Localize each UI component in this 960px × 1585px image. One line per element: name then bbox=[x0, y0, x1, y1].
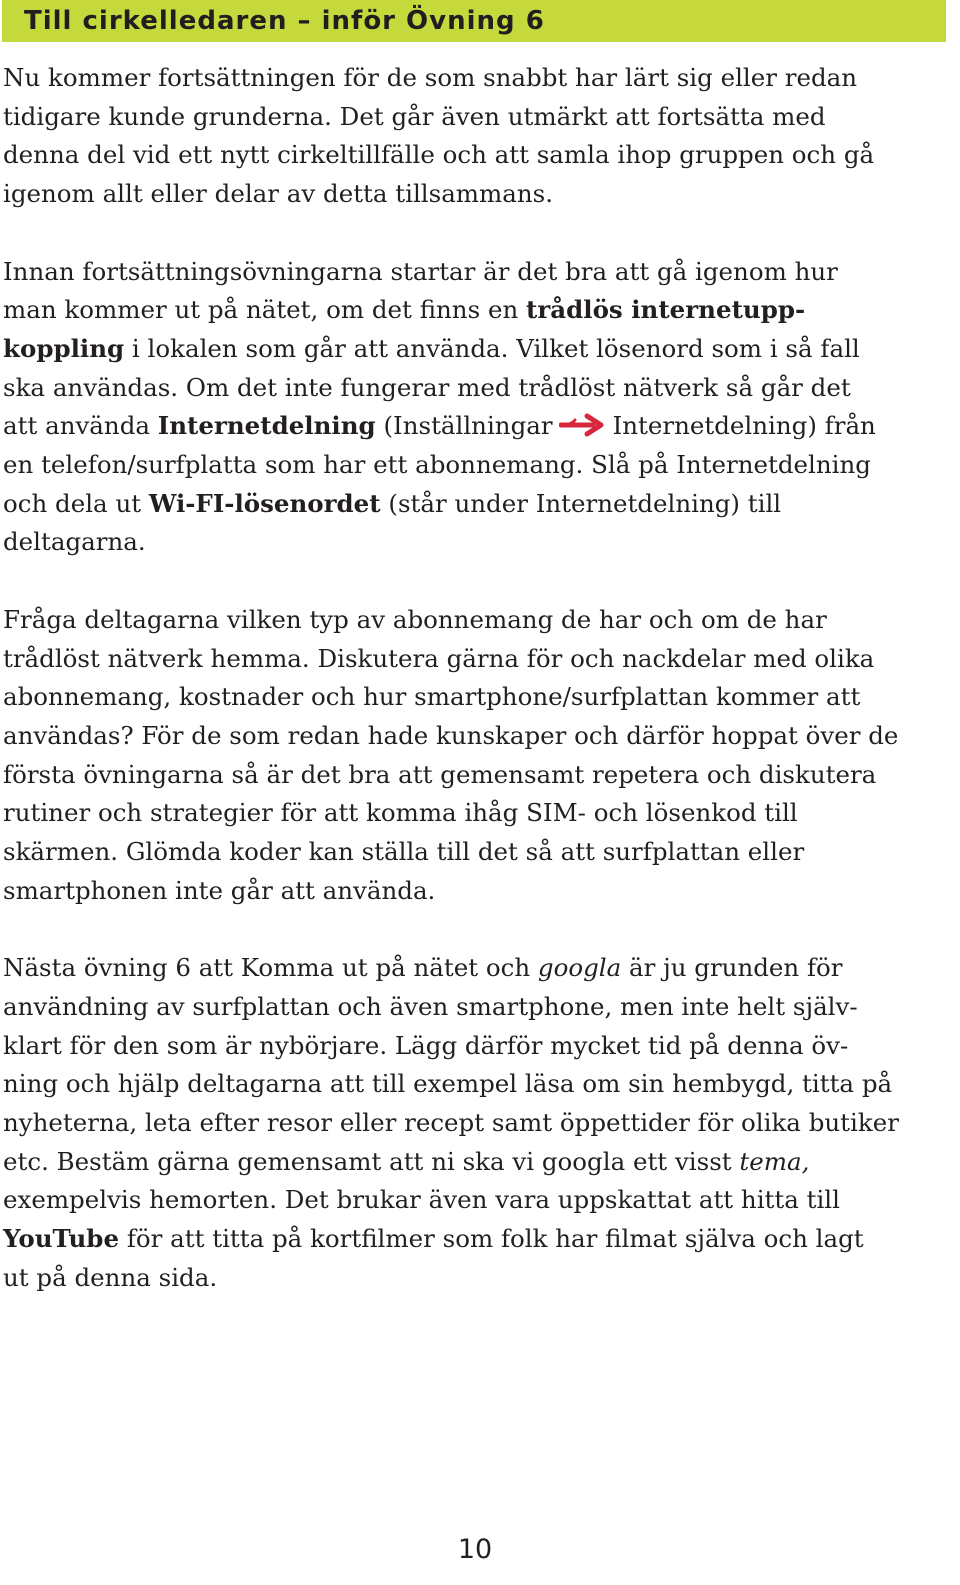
text-segment: (står under Internetdelning) till bbox=[380, 488, 782, 518]
text-line: Fråga deltagarna vilken typ av abonnemang de har och om de har bbox=[3, 604, 827, 634]
text-segment: för att titta på kortfilmer som folk har filmat själva och lagt bbox=[119, 1224, 864, 1254]
text-line: en telefon/surfplatta som har ett abonnemang. Slå på Internetdelning bbox=[3, 450, 871, 480]
bold-term: Internetdelning bbox=[157, 411, 376, 441]
text-segment: Internetdelning) från bbox=[612, 411, 876, 441]
text-line bbox=[3, 407, 948, 446]
text-segment: och dela ut bbox=[3, 488, 149, 518]
text-line: smartphonen inte går att använda. bbox=[3, 875, 436, 905]
right-arrow-icon bbox=[559, 412, 607, 438]
text-segment: i lokalen som går att använda. Vilket lösenord som i så fall bbox=[124, 333, 860, 363]
text-line: skärmen. Glömda koder kan ställa till det så att surfplattan eller bbox=[3, 837, 805, 867]
text-line: denna del vid ett nytt cirkeltillfälle och att samla ihop gruppen och gå bbox=[3, 140, 875, 170]
body-text bbox=[3, 59, 948, 1297]
text-line: rutiner och strategier för att komma ihåg SIM- och lösenkod till bbox=[3, 798, 798, 828]
bold-term: koppling bbox=[3, 333, 125, 363]
text-line: Nu kommer fortsättningen för de som snabbt har lärt sig eller redan bbox=[3, 63, 858, 92]
text-line: första övningarna så är det bra att gemensamt repetera och diskutera bbox=[3, 759, 877, 789]
text-line: deltagarna. bbox=[3, 527, 146, 557]
text-line bbox=[3, 949, 948, 988]
text-segment: (Inställningar bbox=[375, 411, 553, 441]
text-line: användning av surfplattan och även smartphone, men inte helt själv- bbox=[3, 991, 858, 1021]
text-segment: Nästa övning 6 att Komma ut på nätet och bbox=[3, 953, 538, 983]
italic-term: tema, bbox=[739, 1146, 810, 1176]
text-line: tidigare kunde grunderna. Det går även utmärkt att fortsätta med bbox=[3, 101, 826, 131]
bold-term: trådlös internetupp- bbox=[526, 295, 806, 325]
section-title: Till cirkelledaren – inför Övning 6 bbox=[24, 6, 545, 36]
paragraph-intro bbox=[3, 59, 948, 214]
text-segment: att använda bbox=[3, 411, 158, 441]
text-line: nyheterna, leta efter resor eller recept samt öppettider för olika butiker bbox=[3, 1107, 899, 1137]
text-line: Innan fortsättningsövningarna startar är det bra att gå igenom hur bbox=[3, 256, 838, 286]
paragraph-next-exercise bbox=[3, 949, 948, 1297]
text-line: trådlöst nätverk hemma. Diskutera gärna för och nackdelar med olika bbox=[3, 643, 875, 673]
text-line bbox=[3, 1220, 948, 1259]
text-segment: man kommer ut på nätet, om det finns en bbox=[3, 295, 527, 325]
text-line bbox=[3, 485, 948, 524]
text-line bbox=[3, 330, 948, 369]
text-line: ning och hjälp deltagarna att till exempel läsa om sin hembygd, titta på bbox=[3, 1069, 893, 1099]
text-line: igenom allt eller delar av detta tillsammans. bbox=[3, 179, 554, 209]
text-segment: etc. Bestäm gärna gemensamt att ni ska vi googla ett visst bbox=[3, 1146, 740, 1176]
text-line: ut på denna sida. bbox=[3, 1262, 218, 1292]
text-line: exempelvis hemorten. Det brukar även vara uppskattat att hitta till bbox=[3, 1185, 840, 1215]
text-segment: är ju grunden för bbox=[621, 953, 843, 983]
italic-term: googla bbox=[537, 953, 622, 983]
page-number: 10 bbox=[457, 1534, 493, 1565]
text-line bbox=[3, 1143, 948, 1182]
text-line: ska användas. Om det inte fungerar med trådlöst nätverk så går det bbox=[3, 372, 851, 402]
section-header-bar bbox=[2, 0, 946, 42]
paragraph-internet-access bbox=[3, 253, 948, 563]
text-line: användas? För de som redan hade kunskaper och därför hoppat över de bbox=[3, 720, 899, 750]
text-line: klart för den som är nybörjare. Lägg därför mycket tid på denna öv- bbox=[3, 1030, 849, 1060]
bold-term: Wi-FI-lösenordet bbox=[148, 488, 381, 518]
bold-term: YouTube bbox=[3, 1224, 120, 1254]
paragraph-subscriptions bbox=[3, 601, 948, 911]
text-line bbox=[3, 291, 948, 330]
text-line: abonnemang, kostnader och hur smartphone/surfplattan kommer att bbox=[3, 682, 861, 712]
